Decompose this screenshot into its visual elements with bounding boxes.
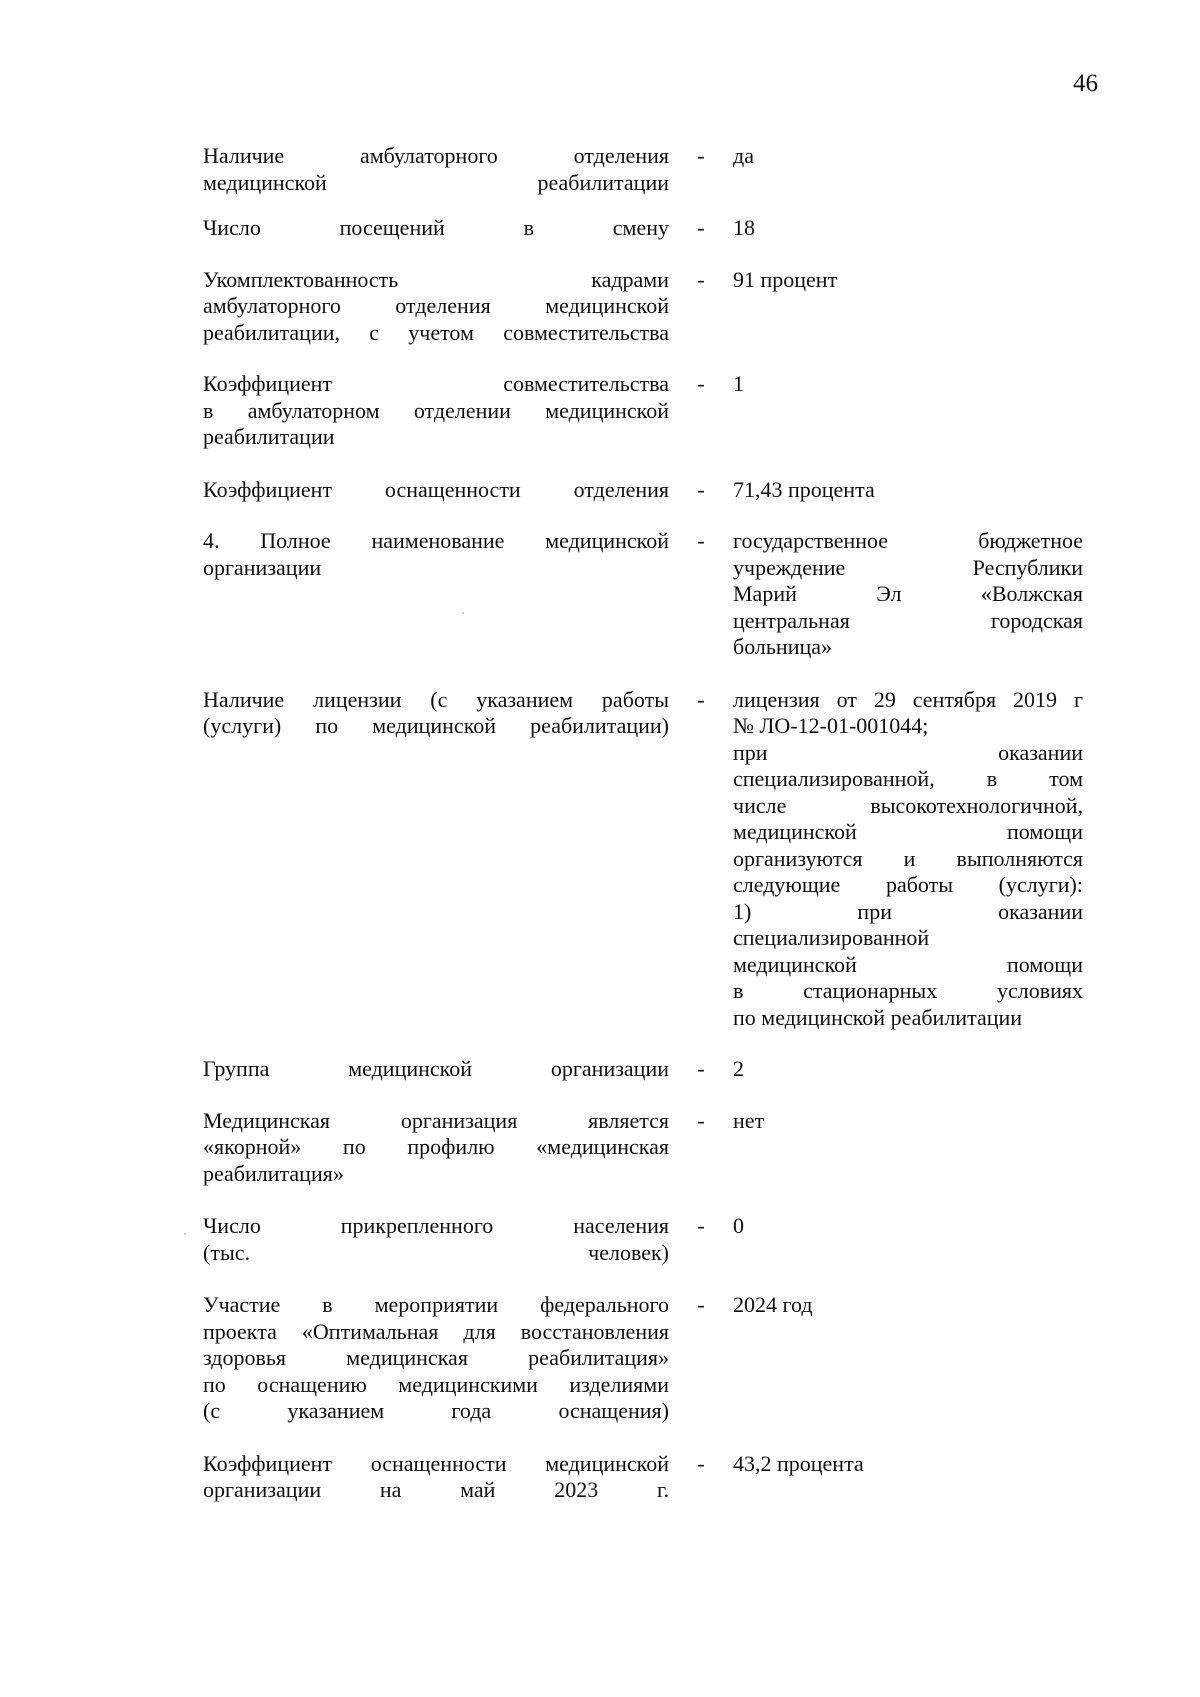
row-value [733, 528, 1083, 661]
label-line: Участие в мероприятии федерального [203, 1292, 669, 1317]
row-label [203, 1056, 669, 1083]
label-line: амбулаторного отделения медицинской [203, 293, 669, 318]
label-line: реабилитации, с учетом совместительства [203, 319, 669, 345]
value-line: при оказании [733, 739, 1083, 765]
row-dash: - [697, 476, 705, 502]
row-value [733, 477, 1083, 504]
row-federal-project [203, 1292, 1083, 1425]
value-line: 91 процент [733, 266, 838, 292]
row-dash: - [697, 1213, 705, 1238]
row-value [733, 215, 1083, 242]
row-label [203, 371, 669, 451]
row-attached-population [203, 1213, 1083, 1266]
scan-speck [184, 1233, 186, 1235]
label-line: Группа медицинской организации [203, 1056, 669, 1081]
value-line: 43,2 процента [733, 1450, 864, 1476]
row-dash: - [697, 1292, 705, 1317]
row-organization-group [203, 1056, 1083, 1083]
row-dash: - [697, 528, 705, 553]
label-line: Медицинская организация является [203, 1107, 669, 1133]
row-value [733, 687, 1083, 1032]
row-license [203, 687, 1083, 1032]
value-line: специализированной [733, 925, 930, 950]
row-dash: - [697, 266, 705, 292]
row-label [203, 477, 669, 504]
row-value [733, 1292, 1083, 1319]
label-line: Наличие амбулаторного отделения [203, 143, 669, 168]
value-line: 2 [733, 1056, 744, 1081]
row-value [733, 1108, 1083, 1135]
row-dash: - [697, 215, 705, 240]
row-dash: - [697, 686, 705, 712]
row-label [203, 215, 669, 242]
label-line: реабилитация» [203, 1160, 344, 1186]
value-line: медицинской помощи [733, 819, 1083, 844]
value-line: 2024 год [733, 1292, 813, 1317]
value-line: 71,43 процента [733, 476, 875, 502]
label-line: Коэффициент оснащенности медицинской [203, 1450, 669, 1476]
label-line: (с указанием года оснащения) [203, 1398, 669, 1423]
row-dash: - [697, 143, 705, 168]
row-organization-equipment [203, 1451, 1083, 1504]
row-value [733, 143, 1083, 170]
row-label [203, 1108, 669, 1188]
row-value [733, 1451, 1083, 1478]
value-line: 0 [733, 1213, 744, 1238]
row-label [203, 143, 669, 196]
value-line: государственное бюджетное [733, 528, 1083, 553]
document-rows [203, 143, 1083, 1504]
row-part-time-coefficient [203, 371, 1083, 451]
label-line: медицинской реабилитации [203, 169, 669, 195]
page-number: 46 [1073, 70, 1098, 97]
row-label [203, 1451, 669, 1504]
label-line: Укомплектованность кадрами [203, 266, 669, 292]
label-line: организации на май 2023 г. [203, 1477, 669, 1502]
label-line: здоровья медицинская реабилитация» [203, 1345, 669, 1370]
value-line: следующие работы (услуги): [733, 872, 1083, 897]
row-value [733, 371, 1083, 398]
label-line: проекта «Оптимальная для восстановления [203, 1318, 669, 1344]
row-dash: - [697, 1450, 705, 1476]
row-dash: - [697, 371, 705, 396]
row-label [203, 1292, 669, 1425]
label-line: организации [203, 554, 322, 580]
value-line: да [733, 143, 754, 168]
row-value [733, 267, 1083, 294]
value-line: нет [733, 1107, 765, 1133]
row-anchor-status [203, 1108, 1083, 1188]
value-line: 1 [733, 371, 744, 396]
value-line: № ЛО-12-01-001044; [733, 713, 929, 738]
row-label [203, 687, 669, 740]
value-line: организуются и выполняются [733, 845, 1083, 871]
label-line: в амбулаторном отделении медицинской [203, 397, 669, 423]
value-line: лицензия от 29 сентября 2019 г [733, 686, 1083, 712]
value-line: специализированной, в том [733, 766, 1083, 791]
label-line: Коэффициент совместительства [203, 371, 669, 396]
row-dash: - [697, 1056, 705, 1081]
row-staffing [203, 267, 1083, 347]
row-dash: - [697, 1107, 705, 1133]
value-line: по медицинской реабилитации [733, 1004, 1023, 1030]
label-line: 4. Полное наименование медицинской [203, 528, 669, 553]
row-amb-department [203, 143, 1083, 196]
value-line: больница» [733, 634, 832, 659]
label-line: Коэффициент оснащенности отделения [203, 476, 669, 502]
label-line: «якорной» по профилю «медицинская [203, 1134, 669, 1159]
label-line: Наличие лицензии (с указанием работы [203, 686, 669, 712]
value-line: числе высокотехнологичной, [733, 792, 1083, 818]
label-line: реабилитации [203, 424, 335, 449]
row-label [203, 528, 669, 581]
label-line: по оснащению медицинскими изделиями [203, 1371, 669, 1397]
label-line: (тыс. человек) [203, 1239, 669, 1265]
label-line: Число прикрепленного населения [203, 1213, 669, 1238]
value-line: учреждение Республики [733, 554, 1083, 580]
value-line: медицинской помощи [733, 951, 1083, 977]
label-line: (услуги) по медицинской реабилитации) [203, 713, 669, 738]
value-line: 18 [733, 215, 755, 240]
row-organization-name [203, 528, 1083, 661]
value-line: Марий Эл «Волжская [733, 581, 1083, 606]
row-label [203, 1213, 669, 1266]
row-value [733, 1213, 1083, 1240]
value-line: 1) при оказании [733, 898, 1083, 924]
row-label [203, 267, 669, 347]
label-line: Число посещений в смену [203, 215, 669, 240]
row-value [733, 1056, 1083, 1083]
value-line: в стационарных условиях [733, 978, 1083, 1003]
value-line: центральная городская [733, 607, 1083, 633]
row-department-equipment [203, 477, 1083, 504]
row-visits-per-shift [203, 215, 1083, 242]
